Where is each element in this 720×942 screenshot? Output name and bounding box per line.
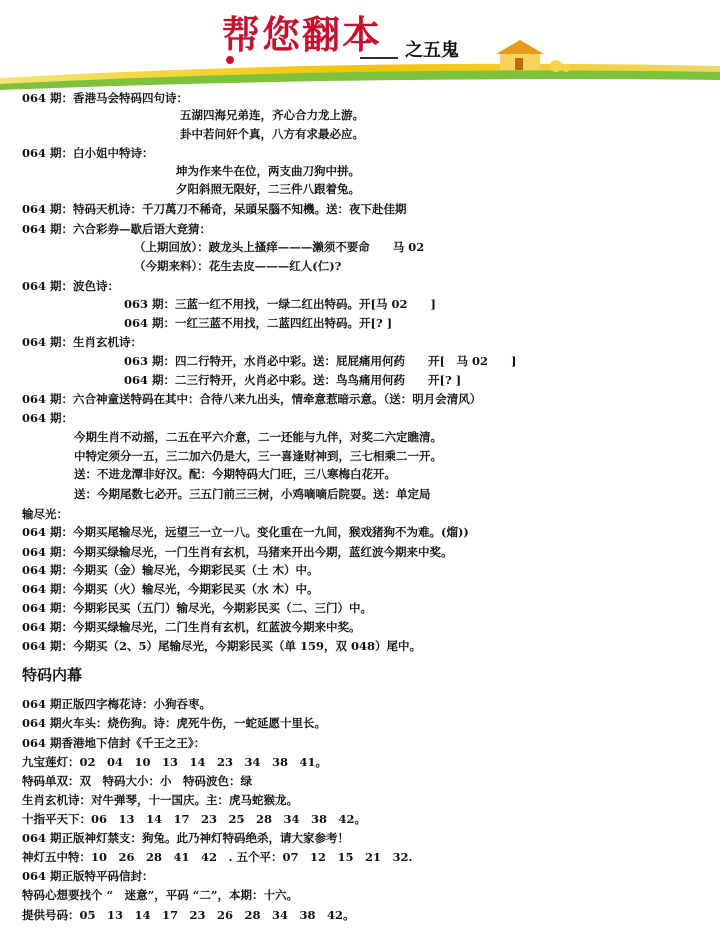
text-line: （上期回放）：跛龙头上搔痒———濑须不要命 马 02 [134, 240, 425, 254]
text-line: 064 期：白小姐中特诗： [22, 146, 154, 160]
text-line: 送：不进龙潭非好汉。配：今期特码大门旺，三八寒梅白花开。 [74, 467, 396, 481]
text-line: 064 期：今期买（火）输尽光，今期彩民买（水 木）中。 [22, 582, 319, 596]
text-line: 064 期正版特平码信封： [22, 869, 154, 883]
chick-icon [550, 60, 570, 72]
text-line: 064 期：六合彩券—歇后语大竞猜： [22, 222, 212, 236]
text-line: 生肖玄机诗：对牛弹琴，十一国庆。主：虎马蛇猴龙。 [22, 793, 298, 807]
text-line: 特码单双：双 特码大小：小 特码波色：绿 [22, 774, 252, 788]
text-line: 夕阳斜照无限好，二三件八跟着兔。 [176, 182, 360, 196]
text-line: 064 期香港地下信封《千王之王》： [22, 736, 206, 750]
text-line: 064 期：今期彩民买（五门）输尽光，今期彩民买（二、三门）中。 [22, 601, 373, 615]
text-line: 064 期：特码天机诗：千刀萬刀不稀奇，呆頭呆腦不知機。送：夜下赴佳期 [22, 202, 407, 216]
text-line: 064 期火车头：烧伤狗。诗：虎死牛伤，一蛇延愿十里长。 [22, 716, 327, 730]
text-line: 063 期：四二行特开，水肖必中彩。送：屁屁痛用何药 开[ 马 02 ] [124, 354, 517, 368]
text-line: 064 期：波色诗： [22, 279, 120, 293]
text-line: 064 期：六合神童送特码在其中：合待八来九出头，情牵意惹暗示意。（送：明月会清风） [22, 392, 482, 406]
banner-title: 帮您翻本 [222, 12, 383, 57]
house-icon [496, 40, 544, 70]
text-line: 064 期：今期买（金）输尽光，今期彩民买（土 木）中。 [22, 563, 319, 577]
text-line: 064 期：今期买（2、5）尾输尽光，今期彩民买（单 159，双 048）尾中。 [22, 639, 422, 653]
text-line: 064 期：二三行特开，火肖必中彩。送：鸟鸟痛用何药 开[? ] [124, 373, 462, 387]
text-line: 064 期：今期买绿输尽光，一门生肖有玄机，马猪来开出今期，蓝红波今期来中奖。 [22, 545, 453, 559]
text-line: 064 期： [22, 411, 74, 425]
text-line: （今期来料）：花生去皮———红人(仁)? [134, 259, 342, 273]
text-line: 五湖四海兄弟连，齐心合力龙上游。 [180, 108, 364, 122]
text-line: 064 期：今期买尾输尽光，远望三一立一八。变化重在一九间，猴戏猪狗不为难。(熘)) [22, 525, 469, 539]
text-line: 坤为作来牛在位，两支曲刀狗中拼。 [176, 164, 360, 178]
text-line: 064 期：生肖玄机诗： [22, 335, 143, 349]
text-line: 中特定须分一五，三二加六仍是大，三一喜逢财神到，三七相乘二一开。 [74, 449, 442, 463]
text-line: 九宝莲灯：02 04 10 13 14 23 34 38 41。 [22, 755, 328, 769]
text-line: 063 期：三蓝一红不用找，一绿二红出特码。开[马 02 ] [124, 297, 436, 311]
banner-subtitle: 之五鬼 [405, 40, 459, 61]
text-line: 今期生肖不动摇，二五在平六介意，二一还能与九伴，对奖二六定瞧清。 [74, 430, 442, 444]
text-line: 卦中若问奸个真，八方有求最必应。 [180, 127, 364, 141]
text-line: 064 期正版神灯禁支：狗兔。此乃神灯特码绝杀，请大家参考！ [22, 831, 350, 845]
text-line: 输尽光： [22, 507, 68, 521]
text-line: 064 期：香港马会特码四句诗： [22, 91, 189, 105]
text-line: 064 期正版四字梅花诗：小狗吞枣。 [22, 697, 212, 711]
text-line: 神灯五中特：10 26 28 41 42 . 五个平：07 12 15 21 32. [22, 850, 413, 864]
text-line: 十指平天下：06 13 14 17 23 25 28 34 38 42。 [22, 812, 367, 826]
text-line: 送：今期尾数七必开。三五门前三三树，小鸡嘀嘀后院耍。送：单定局 [74, 487, 431, 501]
text-line: 064 期：一红三蓝不用找，二蓝四红出特码。开[? ] [124, 316, 393, 330]
section-title: 特码内幕 [22, 666, 83, 684]
text-line: 064 期：今期买绿输尽光，二门生肖有玄机，红蓝波今期来中奖。 [22, 620, 361, 634]
text-line: 特码心想要找个 “ 迷意”，平码 “二”，本期：十六。 [22, 888, 298, 902]
text-line: 提供号码：05 13 14 17 23 26 28 34 38 42。 [22, 908, 355, 922]
